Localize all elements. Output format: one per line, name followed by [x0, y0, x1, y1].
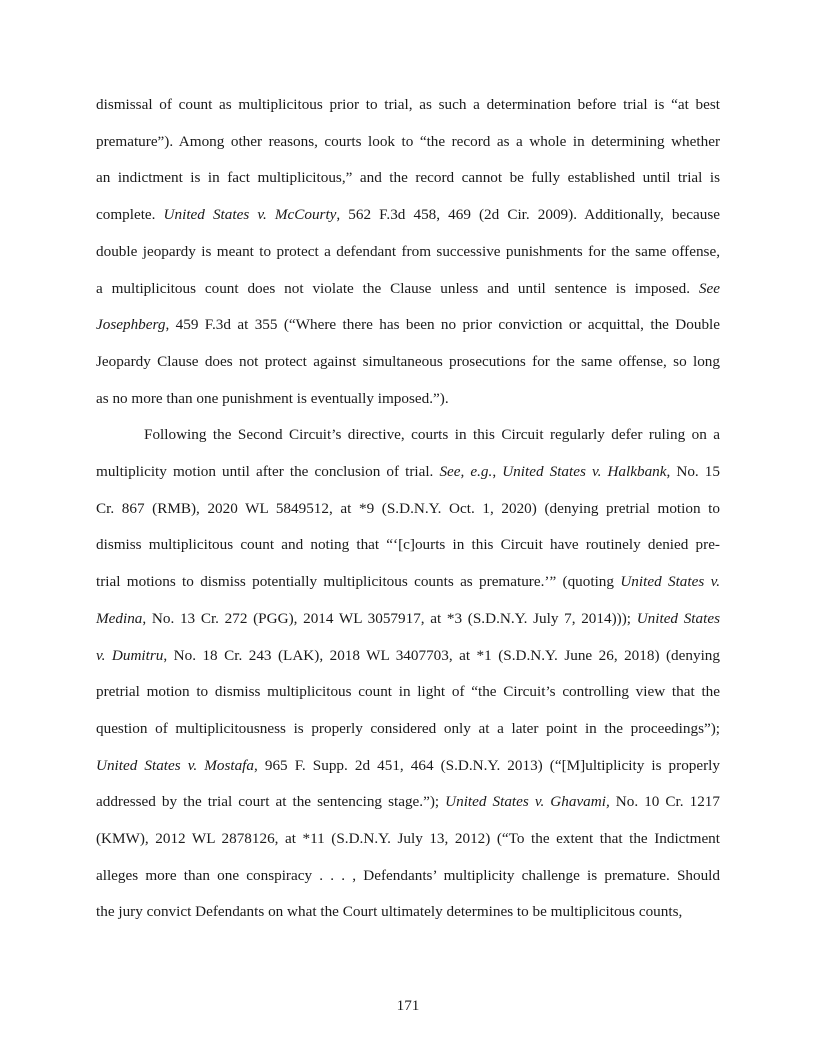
citation-italic: Josephberg	[96, 316, 166, 334]
text-run: pretrial motion to dismiss multiplicitous count in light of “the Circuit’s controlling view that the	[96, 683, 720, 701]
text-line	[96, 572, 720, 592]
text-run: dismissal of count as multiplicitous prior to trial, as such a determination before trial is “at best	[96, 96, 720, 113]
text-run: addressed by the trial court at the sentencing stage.”);	[96, 793, 446, 811]
text-run: trial motions to dismiss potentially multiplicitous counts as premature.’” (quoting	[96, 573, 621, 591]
text-line	[96, 499, 720, 519]
text-run: complete.	[96, 206, 164, 224]
text-line	[96, 242, 720, 262]
text-run: Following the Second Circuit’s directive, courts in this Circuit regularly defer ruling on a	[144, 426, 720, 444]
text-line	[96, 315, 720, 335]
citation-italic: See	[698, 279, 720, 297]
citation-italic: United States	[636, 609, 720, 627]
citation-italic: United States v. Ghavami,	[445, 793, 610, 811]
text-line	[96, 646, 720, 666]
text-line	[96, 279, 720, 299]
text-run: , No. 18 Cr. 243 (LAK), 2018 WL 3407703, at *1 (S.D.N.Y. June 26, 2018) (denying	[163, 646, 720, 664]
text-line	[96, 682, 720, 702]
text-line	[96, 168, 720, 188]
text-run: (KMW), 2012 WL 2878126, at *11 (S.D.N.Y. July 13, 2012) (“To the extent that the Indictment	[96, 830, 720, 847]
text-run: dismiss multiplicitous count and noting that “‘[c]ourts in this Circuit have routinely denied pre-	[96, 536, 720, 554]
text-line	[96, 352, 720, 372]
text-run: , No. 15	[666, 463, 720, 480]
text-run: alleges more than one conspiracy . . . , Defendants’ multiplicity challenge is premature. Should	[96, 866, 720, 884]
text-line	[96, 792, 720, 812]
citation-italic: United States v. Halkbank	[502, 463, 667, 480]
text-run: Jeopardy Clause does not protect against simultaneous prosecutions for the same offense, so long	[96, 352, 720, 370]
text-run: No. 10 Cr. 1217	[609, 793, 720, 811]
text-line	[96, 829, 720, 849]
text-run: premature”). Among other reasons, courts look to “the record as a whole in determining whether	[96, 132, 720, 150]
text-line	[96, 756, 720, 776]
text-run: ,	[492, 463, 503, 480]
text-run: , 459 F.3d at 355 (“Where there has been no prior conviction or acquittal, the Double	[165, 316, 720, 334]
text-run: , 965 F. Supp. 2d 451, 464 (S.D.N.Y. 2013) (“[M]ultiplicity is properly	[254, 756, 720, 774]
text-line	[96, 866, 720, 886]
text-line	[96, 719, 720, 739]
text-run: Cr. 867 (RMB), 2020 WL 5849512, at *9 (S.D.N.Y. Oct. 1, 2020) (denying pretrial motion to	[96, 499, 720, 517]
text-run: multiplicity motion until after the conclusion of trial.	[96, 463, 440, 480]
text-line	[96, 205, 720, 225]
citation-italic: Medina	[96, 609, 143, 627]
text-run: an indictment is in fact multiplicitous,” and the record cannot be fully established until trial is	[96, 169, 720, 187]
text-run: double jeopardy is meant to protect a defendant from successive punishments for the same offense,	[96, 242, 720, 260]
citation-italic: United States v.	[620, 573, 721, 591]
text-run: question of multiplicitousness is properly considered only at a later point in the proceedings”);	[96, 719, 720, 737]
text-run: , 562 F.3d 458, 469 (2d Cir. 2009). Additionally, because	[336, 206, 720, 224]
text-line	[96, 462, 720, 482]
text-line	[96, 389, 720, 409]
text-run: a multiplicitous count does not violate the Clause unless and until sentence is imposed.	[96, 279, 699, 297]
text-line	[96, 95, 720, 115]
page-number: 171	[396, 997, 420, 1014]
citation-italic: United States v. Mostafa	[96, 756, 254, 774]
text-line	[96, 902, 720, 922]
text-line	[96, 609, 720, 629]
citation-italic: v. Dumitru	[96, 646, 164, 664]
text-line	[144, 425, 720, 445]
text-line	[96, 535, 720, 555]
text-line	[96, 132, 720, 152]
citation-italic: United States v. McCourty	[163, 206, 337, 224]
citation-italic: See, e.g.	[439, 463, 493, 480]
text-run: the jury convict Defendants on what the Court ultimately determines to be multiplicitous counts,	[96, 903, 683, 921]
text-run: as no more than one punishment is eventually imposed.”).	[96, 389, 449, 407]
text-run: , No. 13 Cr. 272 (PGG), 2014 WL 3057917, at *3 (S.D.N.Y. July 7, 2014)));	[142, 609, 637, 627]
